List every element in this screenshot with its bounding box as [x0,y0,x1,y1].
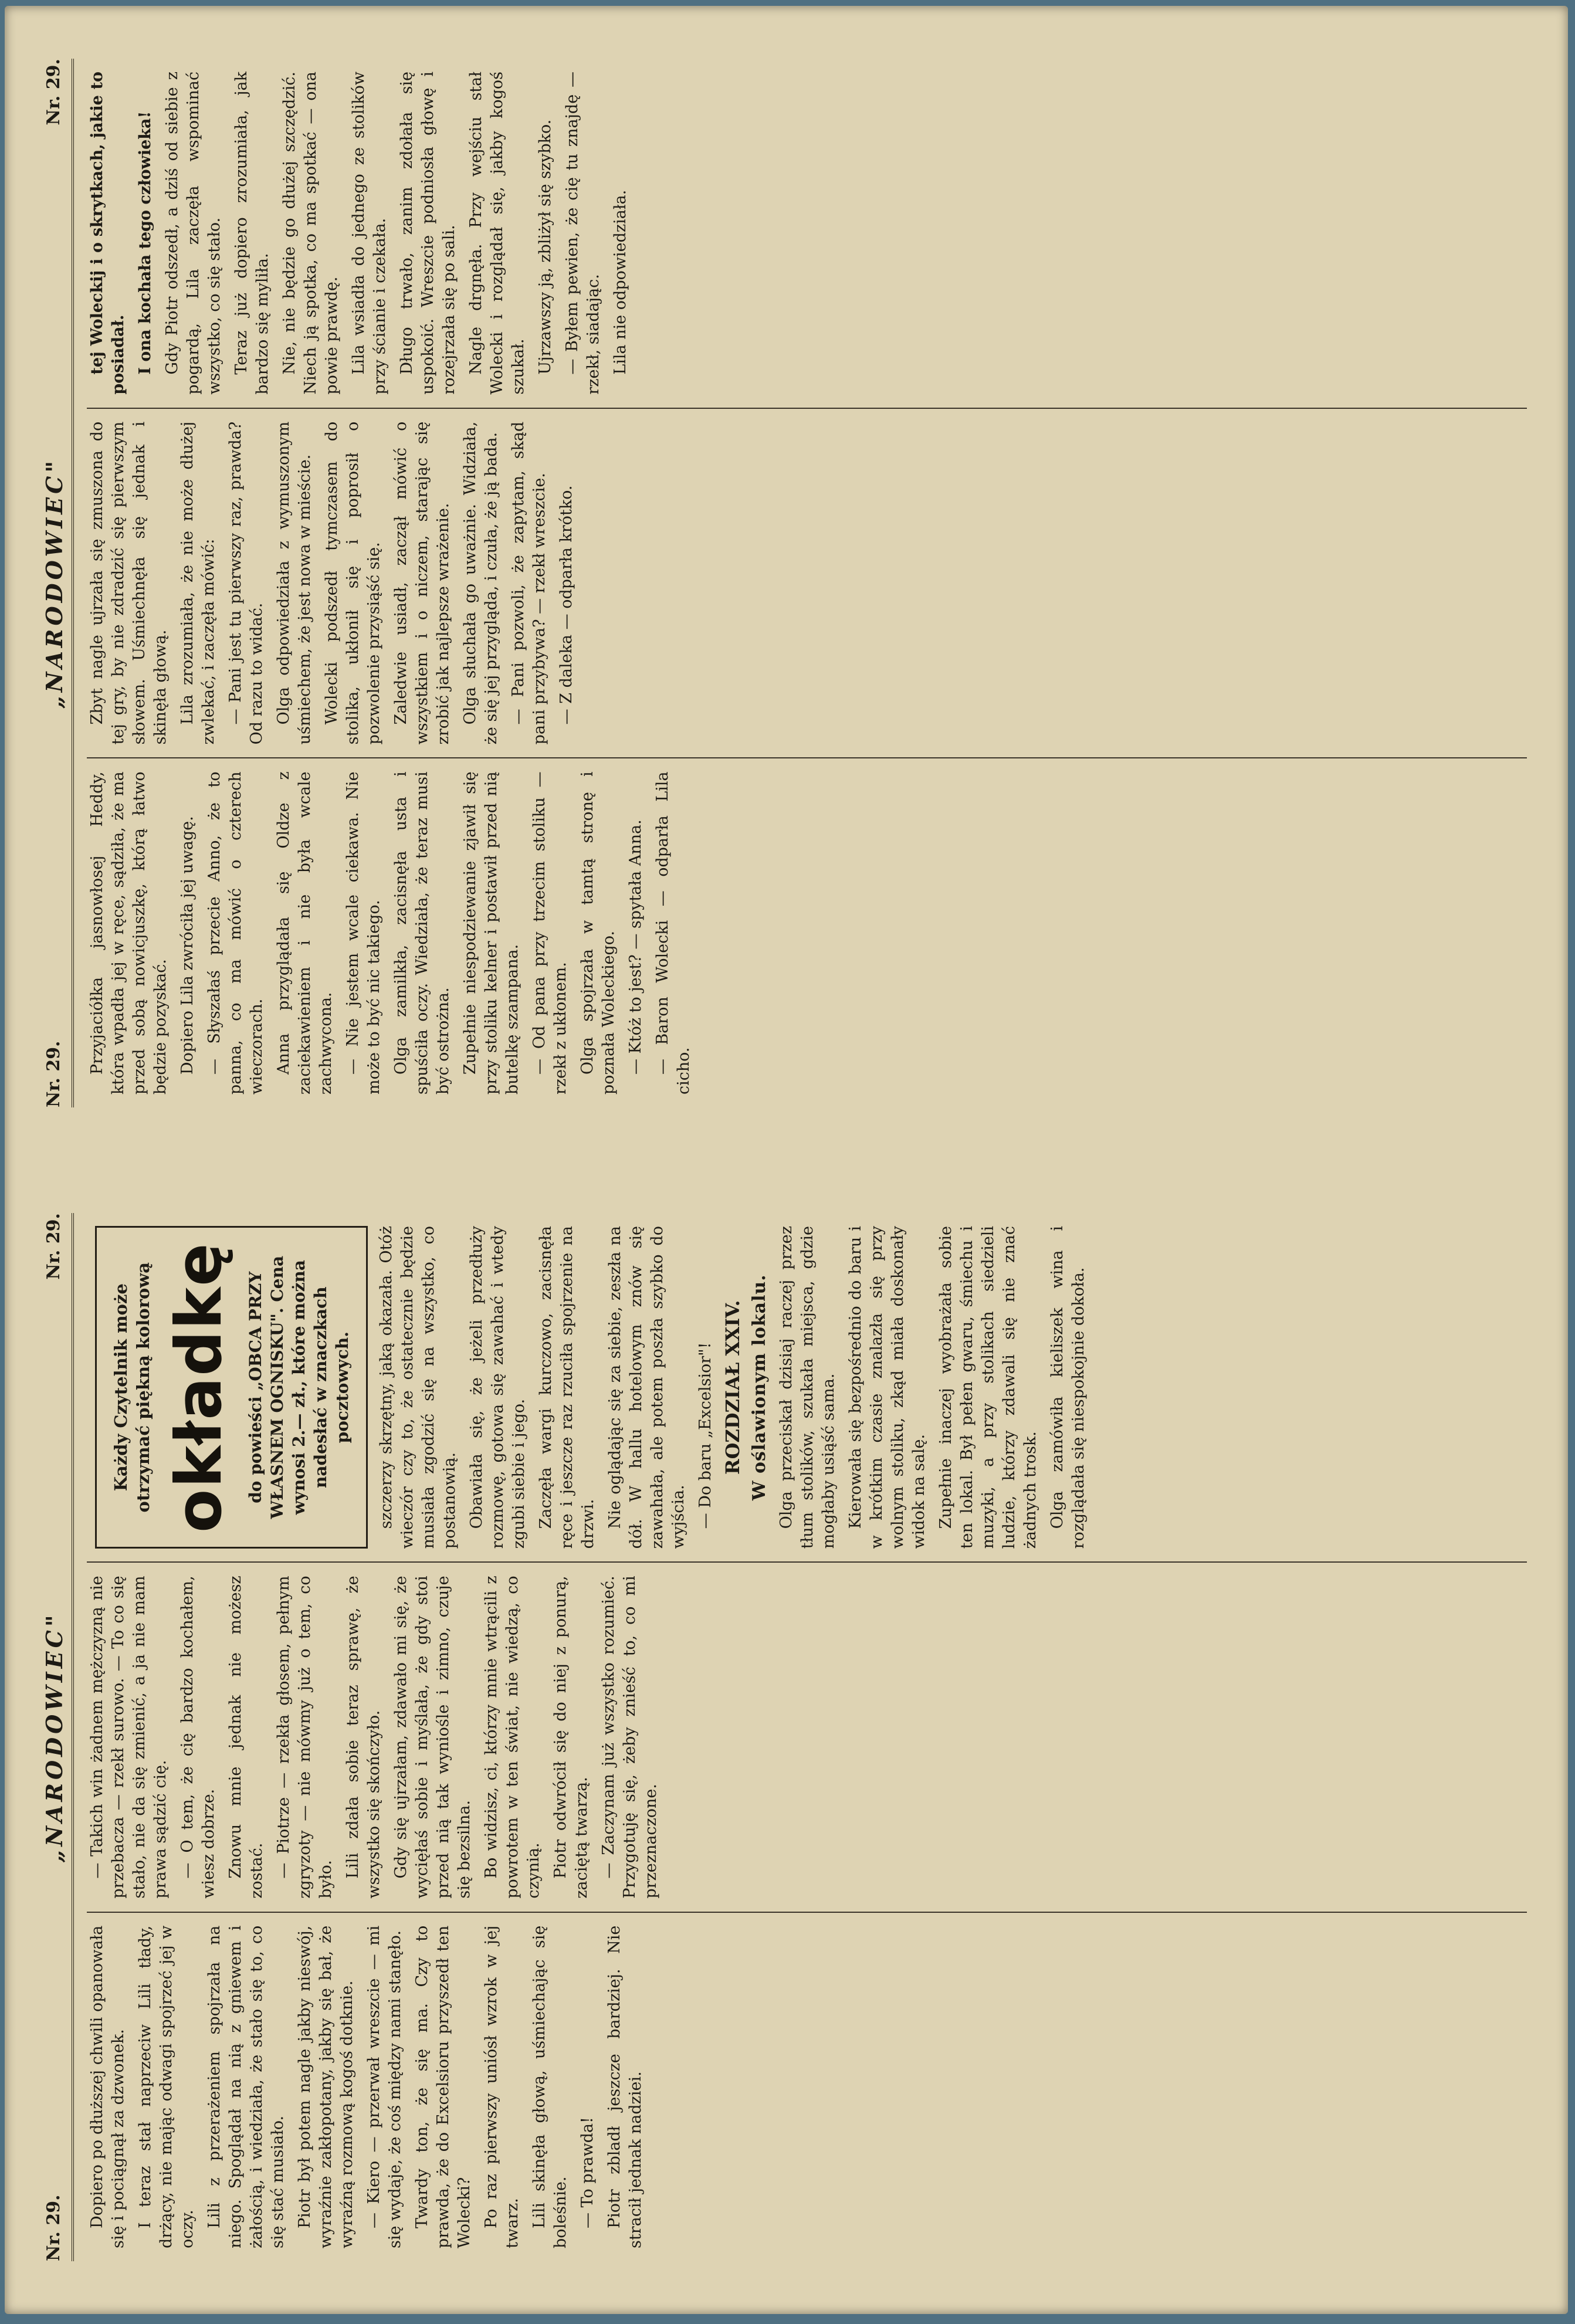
paragraph: Lila nie odpowiedziała. [611,189,629,375]
offer-body: do powieści „OBCA PRZY WŁASNEM OGNISKU". Cena wynosi 2.— zł., które można nadesłać w znaczkach pocztowych. [246,1255,352,1519]
page-left [5,1160,1568,2314]
paragraph: Twardy ton, że się ma. Czy to prawda, że do Excelsioru przyszedł ten Wolecki? [413,1925,473,2248]
paragraph: Gdy się ujrzałam, zdawało mi się, że wycięłaś sobie i myślała, że gdy stoi przed nią tak wyniośle i zimno, czuje się bezsilna. [392,1576,473,1899]
paragraph: Bo widzisz, ci, którzy mnie wtrącili z powrotem w ten świat, nie wiedzą, co czynią. [482,1576,543,1899]
paragraph: Wolecki podszedł tymczasem do stolika, ukłonił się i poprosił o pozwolenie przysiąść się. [323,421,383,745]
paragraph: — To prawda! [578,2117,597,2228]
masthead: „NARODOWIEC" [41,1611,67,1863]
newspaper-sheet [5,6,1568,2314]
paragraph: — Do baru „Excelsior"! [696,1342,714,1529]
paragraph: Gdy Piotr odszedł, a dziś od siebie z pogardą, Lila zaczęła wspominać wszystko, co się stało. [163,71,223,395]
paragraph: Zaledwie usiadł, zaczął mówić o wszystkiem i o niczem, starając się zrobić jak najlepsze wrażenie. [392,421,452,745]
paragraph: Dopiero po dłuższej chwili opanowała się i pociągnął za dzwonek. [88,1925,127,2248]
paragraph: — Z daleka — odparła krótko. [557,485,575,725]
running-header-left [39,1213,74,2261]
paragraph: Lila zrozumiała, że nie może dłużej zwlekać, i zaczęła mówić: [178,421,218,745]
paragraph: Lili skinęła głową, uśmiechając się boleśnie. [530,1925,570,2248]
paragraph: — Pani pozwoli, że zapytam, skąd pani przybywa? — rzekł wreszcie. [509,421,548,745]
paragraph: Olga odpowiedziała z wymuszonym uśmiechem, że jest nowa w mieście. [275,421,314,745]
offer-headline: okładkę [162,1242,236,1533]
paragraph: — Piotrze — rzekła głosem, pełnym zgryzoty — nie mówmy już o tem, co było. [275,1576,335,1899]
paragraph: Nie oglądając się za siebie, zeszła na dół. W hallu hotelowym znów się zawahała, ale potem poszła szybko do wyjścia. [606,1226,687,1549]
masthead: „NARODOWIEC" [41,457,67,709]
column-6 [87,59,1527,408]
paragraph: Długo trwało, zanim zdołała się uspokoić. Wreszcie podniosła głowę i rozejrzała się po sali. [398,71,458,395]
column-3 [87,1213,1527,1561]
paragraph: Przyjaciółka jasnowłosej Heddy, która wpadła jej w ręce, sądziła, że ma przed sobą nowicjuszkę, którą łatwo będzie pozyskać. [88,771,170,1095]
rotated-spread [5,6,1568,2314]
column-5 [87,408,1527,758]
page-number: Nr. 29. [43,1041,64,1107]
page-number: Nr. 29. [43,59,64,126]
paragraph: — Któż to jest? — spytała Anna. [626,819,645,1075]
paragraph: Olga przeciskał dzisiaj raczej przez tłum stolików, szukała miejsca, gdzie mogłaby usiąść sama. [777,1226,838,1549]
paragraph: Teraz już dopiero zrozumiała, jak bardzo się myliła. [232,71,272,395]
page-number: Nr. 29. [43,1213,64,1280]
paragraph: tej Woleckij i o skrytkach, jakie to posiadał. [88,71,127,395]
chapter-heading: ROZDZIAŁ XXIV. [722,1300,744,1475]
paragraph: — Nie jestem wcale ciekawa. Nie może to być nic takiego. [344,771,383,1095]
page-right [5,6,1568,1160]
paragraph: — Baron Wolecki — odparła Lila cicho. [653,771,693,1095]
paragraph: — Pani jest tu pierwszy raz, prawda? Od razu to widać. [226,421,266,745]
page-number: Nr. 29. [43,2194,64,2261]
paragraph: Obawiała się, że jeżeli przedłuży rozmowę, gotowa się zawahać i wtedy zgubi siebie i jego. [468,1226,528,1549]
paragraph: Lili zdała sobie teraz sprawę, że wszystko się skończyło. [344,1576,383,1899]
column-4 [87,757,1527,1107]
paragraph: Olga zamilkła, zacisnęła usta i spuściła oczy. Wiedziała, że teraz musi być ostrożna. [392,771,452,1095]
paragraph: — Byłem pewien, że cię tu znajdę — rzekł, siadając. [563,71,602,395]
column-2 [87,1561,1527,1911]
offer-intro: Każdy Czytelnik może otrzymać piękną kolorową [111,1262,153,1513]
paragraph: — Zaczynam już wszystko rozumieć. Przygotuję się, żeby znieść to, co mi przeznaczone. [599,1576,660,1899]
paragraph: — Słyszałaś przecie Anno, że to panna, co ma mówić o czterech wieczorach. [205,771,266,1095]
paragraph: — O tem, że cię bardzo kochałem, wiesz dobrze. [178,1576,218,1899]
columns-right [87,59,1527,1107]
paragraph: Anna przyglądała się Oldze z zaciekawieniem i nie była wcale zachwycona. [275,771,335,1095]
paragraph: — Od pana przy trzecim stoliku — rzekł z ukłonem. [530,771,570,1095]
paragraph: Olga spojrzała w tamtą stronę i poznała Woleckiego. [578,771,618,1095]
paragraph: I teraz stał naprzeciw Lili tłady, drżący, nie mając odwagi spojrzeć jej w oczy. [136,1925,197,2248]
cover-offer-box [95,1226,368,1549]
columns-left [87,1213,1527,2261]
paragraph: Piotr odwrócił się do niej z ponurą, zaciętą twarzą. [551,1576,591,1899]
paragraph: Lili z przerażeniem spojrzała na niego. Spoglądał na nią z gniewem i żałością, i wiedziała, że stało się to, co się stać musiało. [205,1925,287,2248]
paragraph: szczerzy skrzętny, jaką okazała. Otóż wieczór czy to, że ostatecznie będzie musiała zgodzić się na wszystko, co postanowią. [377,1226,459,1549]
paragraph: Zbyt nagle ujrzała się zmuszona do tej gry, by nie zdradzić się pierwszym słowem. Uśmiechnęła się jednak i skinęła głową. [88,421,170,745]
paragraph: Olga słuchała go uważnie. Widziała, że się jej przygląda, i czuła, że ją bada. [461,421,500,745]
paragraph: — Takich win żadnem mężczyzną nie przebacza — rzekł surowo. — To co się stało, nie da się zmienić, a ja nie mam prawa sądzić cię. [88,1576,170,1899]
paragraph: Nagle drgnęła. Przy wejściu stał Wolecki i rozglądał się, jakby kogoś szukał. [467,71,527,395]
paragraph: Nie, nie będzie go dłużej szczędzić. Niech ją spotka, co ma spotkać — ona powie prawdę. [280,71,341,395]
paragraph: — Kiero — przerwał wreszcie — mi się wydaje, że coś między nami stanęło. [365,1925,404,2248]
paragraph: Zupełnie inaczej wyobrażała sobie ten lokal. Był pełen gwaru, śmiechu i muzyki, a przy stolikach siedzieli ludzie, którzy zdawali się nie znać żadnych trosk. [937,1226,1039,1549]
column-1 [87,1912,1527,2261]
chapter-title: W oślawionym lokalu. [749,1274,770,1501]
paragraph: I ona kochała tego człowieka! [136,111,154,375]
paragraph: Kierowała się bezpośrednio do baru i w krótkim czasie znalazła się przy wolnym stoliku, zkąd miała doskonały widok na salę. [846,1226,928,1549]
paragraph: Zaczęła wargi kurczowo, zacisnęła ręce i jeszcze raz rzuciła spojrzenie na drzwi. [537,1226,597,1549]
paragraph: Zupełnie niespodziewanie zjawił się przy stoliku kelner i postawił przed nią butelkę szampana. [461,771,521,1095]
running-header-right [39,59,74,1107]
paragraph: Po raz pierwszy uniósł wzrok w jej twarz. [482,1925,521,2248]
paragraph: Piotr był potem nagle jakby nieswój, wyraźnie zakłopotany, jakby się bał, że wyraźną rozmową kogoś dotknie. [296,1925,356,2248]
paragraph: Lila wsiadła do jednego ze stolików przy ścianie i czekała. [350,71,389,395]
paragraph: Dopiero Lila zwróciła jej uwagę. [178,816,197,1075]
paragraph: Znowu mnie jednak nie możesz zostać. [226,1576,266,1899]
paragraph: Piotr zbladł jeszcze bardziej. Nie stracił jednak nadziei. [605,1925,645,2248]
paragraph: Ujrzawszy ją, zbliżył się szybko. [536,119,554,375]
paragraph: Olga zamówiła kieliszek wina i rozglądała się niespokojnie dokoła. [1048,1226,1088,1549]
